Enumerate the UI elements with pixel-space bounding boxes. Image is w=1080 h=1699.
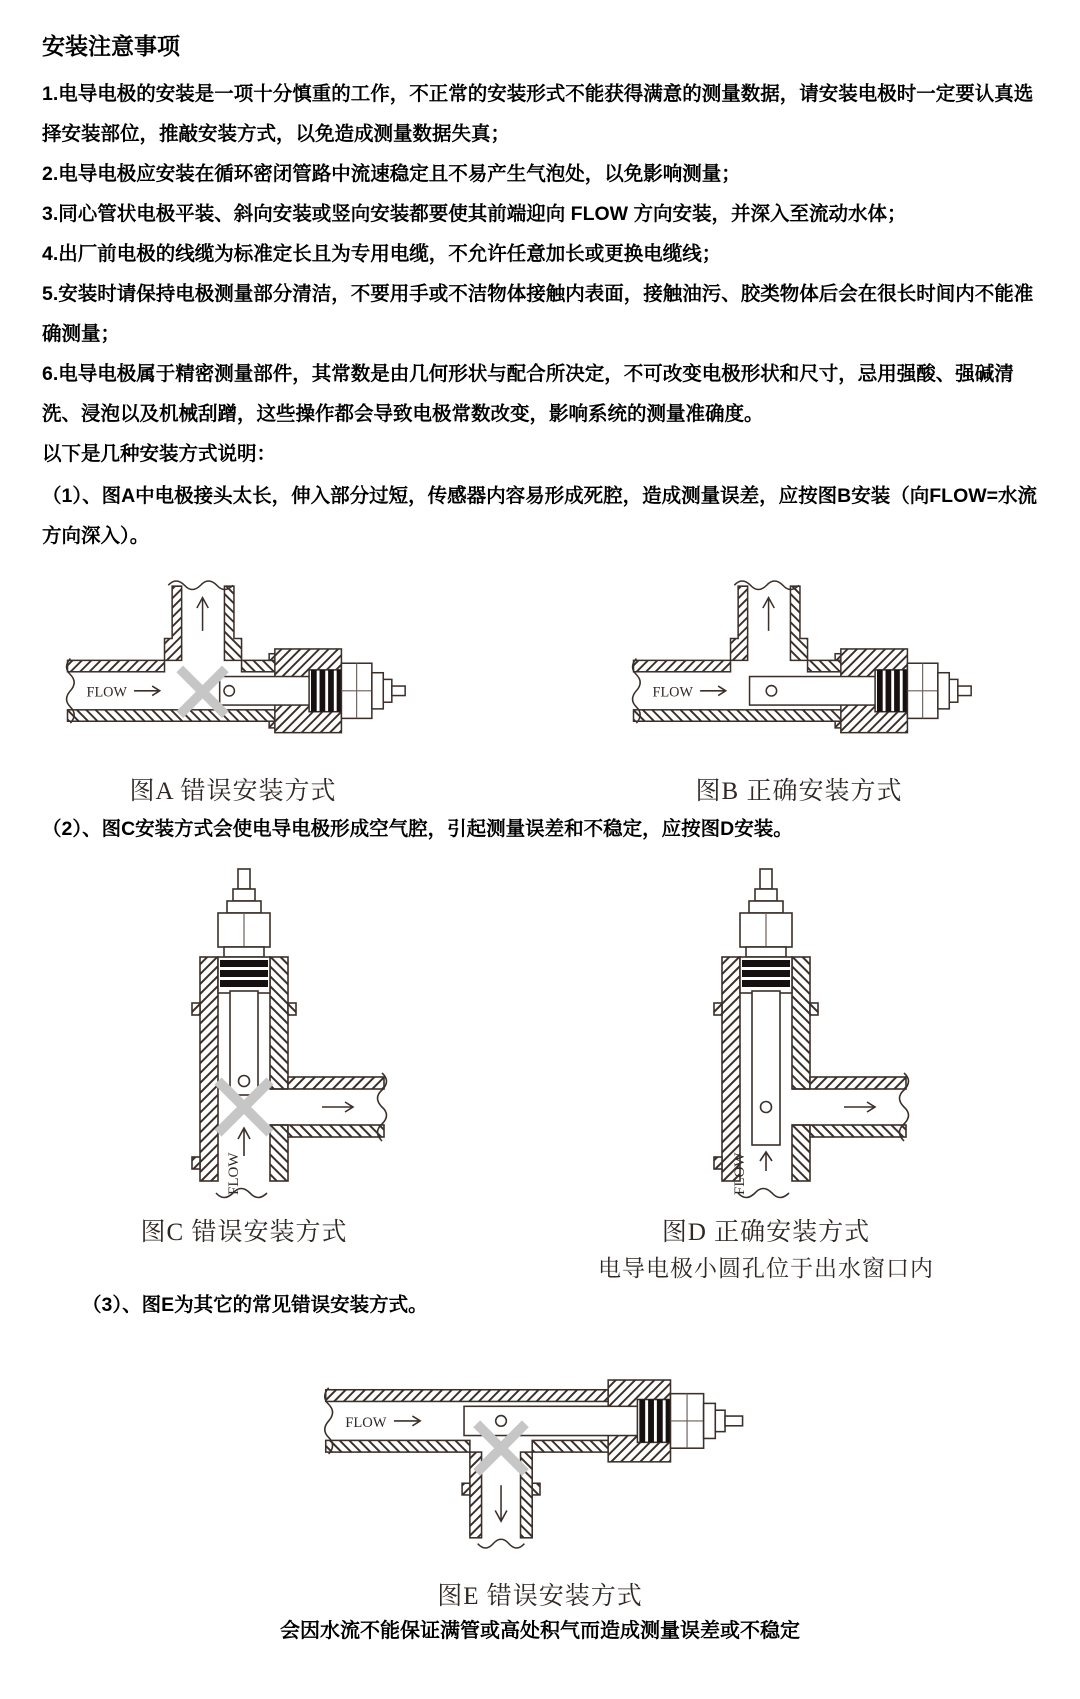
figure-a (58, 570, 408, 807)
pipe-flange (810, 1003, 818, 1015)
connector-step (383, 680, 392, 703)
cable-pin (958, 686, 971, 696)
figure-c-caption: 图C 错误安装方式 (140, 1219, 348, 1247)
pipe-wall (200, 957, 218, 1181)
figure-b-diagram (624, 570, 974, 765)
step-1-text: （1）、图A中电极接头太长，伸入部分过短，传感器内容易形成死腔，造成测量误差，应按图B安装（向FLOW=水流方向深入）。 (42, 485, 1038, 548)
pipe-flange (288, 1003, 296, 1015)
flow-label: FLOW (345, 1414, 387, 1431)
pipe-flange (532, 1483, 540, 1495)
cable-pin (238, 869, 250, 889)
pipe-wall (810, 1125, 906, 1137)
pipe-wall (288, 1125, 384, 1137)
flow-label: FLOW (86, 684, 127, 701)
pipe-flange (714, 1157, 722, 1169)
note-item-5: 5.安装时请保持电极测量部分清洁，不要用手或不洁物体接触内表面，接触油污、胶类物体后会在很长时间内不能准确测量； (42, 283, 1034, 346)
down-arrow-icon (495, 1485, 507, 1521)
pipe-wall (792, 957, 810, 1089)
pipe-wall (731, 586, 748, 660)
connector-step (704, 1404, 716, 1439)
flow-label: FLOW (652, 684, 693, 701)
figure-c (94, 861, 394, 1248)
connector-step (372, 673, 383, 709)
step-3-text: （3）、图E为其它的常见错误安装方式。 (82, 1294, 428, 1317)
connector-step (938, 673, 949, 709)
pipe-flange (462, 1483, 470, 1495)
connector-step (227, 901, 261, 913)
electrode-hole (239, 1076, 250, 1087)
flow-arrow-icon (700, 686, 726, 696)
figure-b-caption: 图B 正确安装方式 (695, 778, 903, 806)
cable-pin (392, 686, 405, 696)
page-title: 安装注意事项 (42, 33, 180, 59)
connector-step (949, 680, 958, 703)
flow-arrow-icon (134, 686, 160, 696)
figure-d-diagram (616, 861, 916, 1206)
connector-step (755, 889, 777, 901)
figure-d-subcaption: 电导电极小圆孔位于出水窗口内 (598, 1256, 934, 1282)
flow-arrow-icon (394, 1416, 420, 1426)
pipe-flange (714, 1003, 722, 1015)
pipe-wall (810, 1077, 906, 1089)
up-arrow-icon (760, 1152, 772, 1171)
figure-b (624, 570, 974, 807)
note-item-1: 1.电导电极的安装是一项十分慎重的工作，不正常的安装形式不能获得满意的测量数据，请安装电极时一定要认真选择安装部位，推敲安装方式，以免造成测量数据失真； (42, 83, 1034, 146)
pipe-wall (792, 1125, 810, 1181)
pipe-flange (192, 1157, 200, 1169)
connector-step (746, 947, 786, 957)
note-item-6: 6.电导电极属于精密测量部件，其常数是由几何形状与配合所决定，不可改变电极形状和尺寸，忌用强酸、强碱清洗、浸泡以及机械刮蹭，这些操作都会导致电极常数改变，影响系统的测量准确度。 (42, 363, 1014, 426)
step-2-text: （2）、图C安装方式会使电导电极形成空气腔，引起测量误差和不稳定，应按图D安装。 (42, 818, 793, 841)
pipe-wall (68, 710, 285, 721)
connector-step (233, 889, 255, 901)
flow-label: FLOW (226, 1152, 242, 1196)
electrode-hole (224, 686, 234, 696)
electrode-hole (766, 686, 776, 696)
figure-row-cd (42, 861, 1038, 1283)
figure-e-caption: 图E 错误安装方式 (437, 1583, 643, 1611)
wrong-install-cross-icon (180, 669, 226, 715)
pipe-break-edge (478, 1539, 525, 1548)
pipe-wall (326, 1441, 470, 1453)
pipe-wall (790, 586, 807, 660)
note-item-3: 3.同心管状电极平装、斜向安装或竖向安装都要使其前端迎向 FLOW 方向安装，并深入至流动水体； (42, 203, 907, 226)
connector-step (715, 1410, 725, 1431)
pipe-wall (270, 1125, 288, 1181)
pipe-wall (165, 586, 182, 660)
figure-row-ab (42, 570, 1038, 807)
figure-d-caption: 图D 正确安装方式 (661, 1219, 871, 1247)
intro-line: 以下是几种安装方式说明： (42, 443, 277, 466)
pipe-wall (634, 661, 731, 672)
figure-e-diagram (316, 1341, 764, 1570)
pipe-wall (68, 661, 165, 672)
pipe-flange (192, 1003, 200, 1015)
flow-label: FLOW (732, 1152, 748, 1196)
pipe-wall (288, 1077, 384, 1089)
figure-c-diagram (94, 861, 394, 1206)
up-arrow-icon (238, 1128, 250, 1156)
connector-step (749, 901, 783, 913)
figure-d (598, 861, 934, 1283)
figure-a-caption: 图A 错误安装方式 (129, 778, 337, 806)
pipe-wall (634, 710, 851, 721)
up-arrow-icon (763, 598, 774, 631)
up-arrow-icon (197, 598, 208, 631)
electrode-hole (761, 1102, 772, 1113)
figure-a-diagram (58, 570, 408, 765)
figure-e-subcaption: 会因水流不能保证满管或高处积气而造成测量误差或不稳定 (280, 1620, 800, 1643)
pipe-wall (270, 957, 288, 1089)
figure-e (42, 1341, 1038, 1643)
connector-step (224, 947, 264, 957)
cable-pin (760, 869, 772, 889)
note-item-4: 4.出厂前电极的线缆为标准定长且为专用电缆，不允许任意加长或更换电缆线； (42, 243, 722, 266)
electrode-rod (752, 991, 780, 1145)
electrode-hole (496, 1416, 507, 1427)
pipe-wall (532, 1441, 608, 1453)
pipe-wall (224, 586, 241, 660)
note-item-2: 2.电导电极应安装在循环密闭管路中流速稳定且不易产生气泡处，以免影响测量； (42, 163, 741, 186)
cable-pin (725, 1416, 743, 1426)
pipe-wall (722, 957, 740, 1181)
pipe-wall (326, 1390, 608, 1402)
